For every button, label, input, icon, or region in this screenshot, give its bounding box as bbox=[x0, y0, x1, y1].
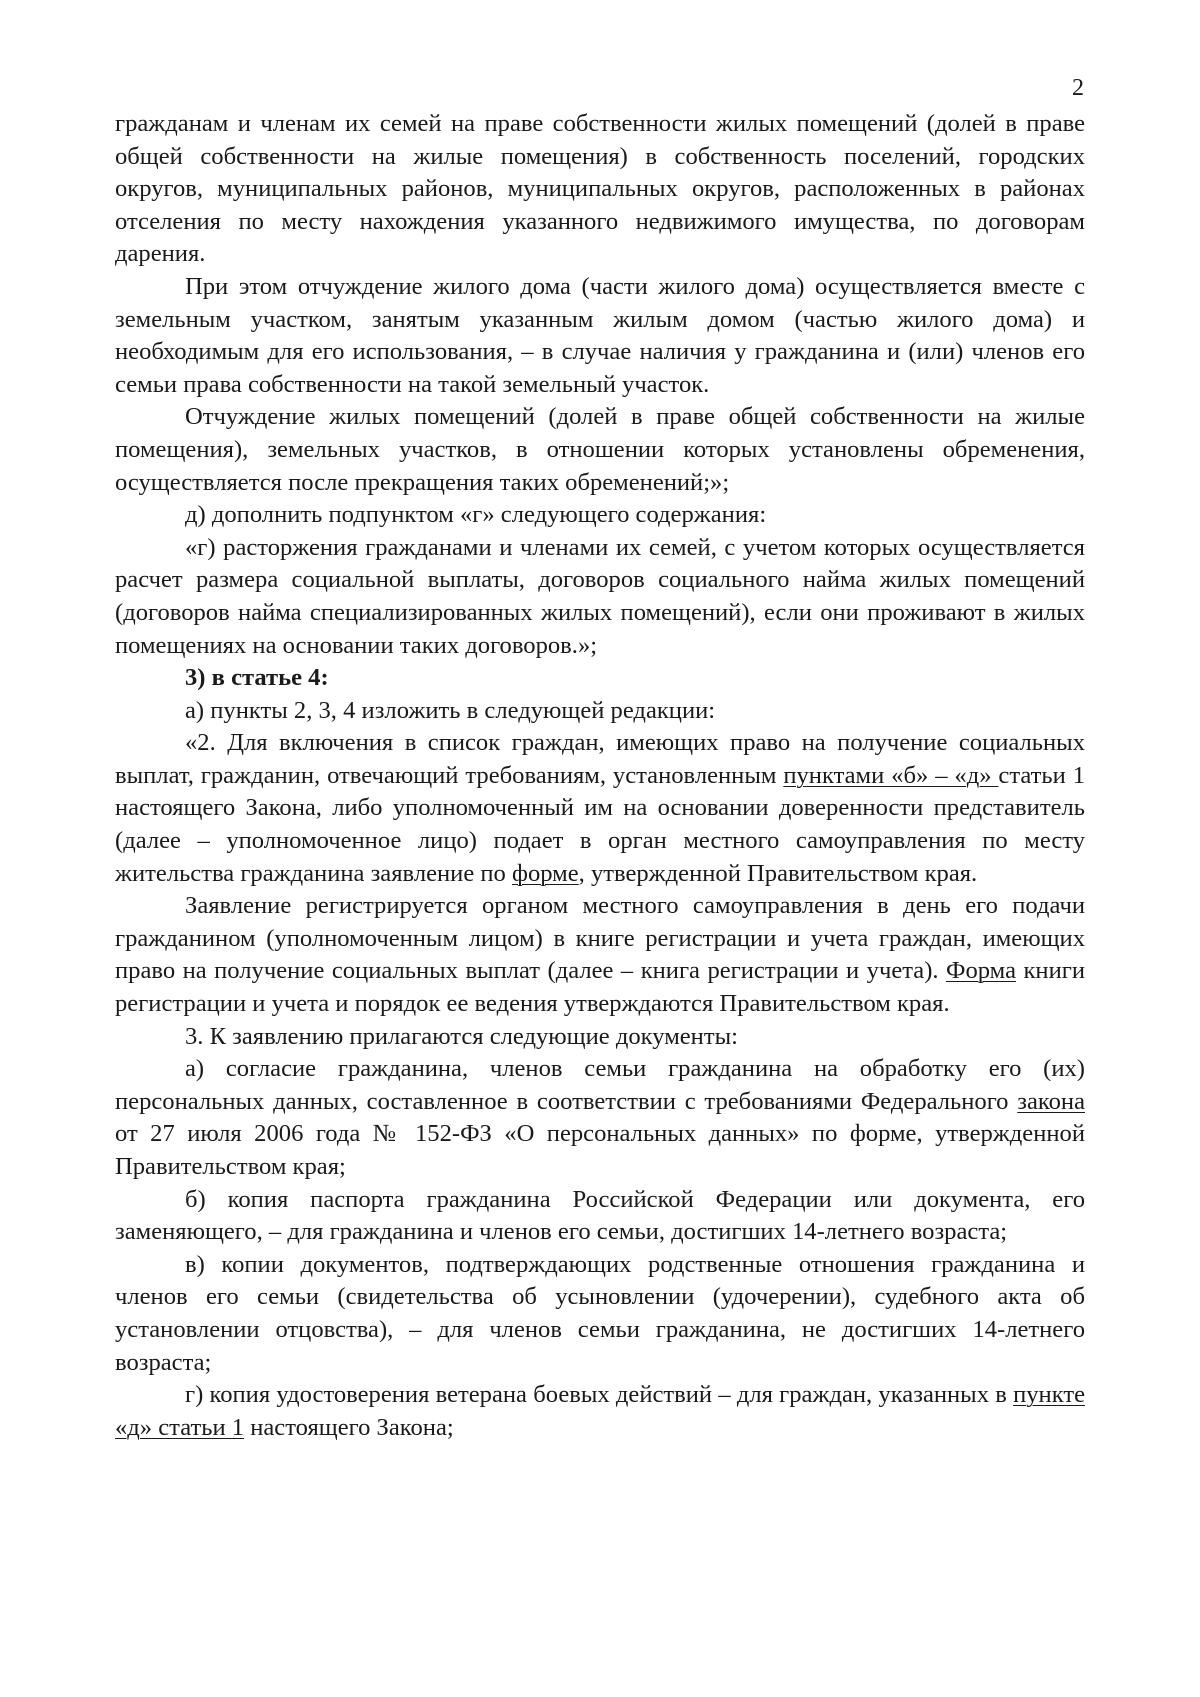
paragraph-9 bbox=[115, 890, 1085, 1020]
paragraph-text: книги регистрации и учета и порядок ее ведения утверждаются Правительством края. bbox=[115, 957, 1085, 1018]
reference-link[interactable]: форме bbox=[512, 859, 579, 887]
paragraph-text: гражданам и членам их семей на праве собственности жилых помещений (долей в праве общей собственности на жилые помещения) в собственность поселений, городских округов, муниципальных районов, муниципальных округов, расположенных в районах отселения по месту нахождения указанного недвижимого имущества, по договорам дарения. bbox=[115, 110, 1085, 268]
paragraph-2 bbox=[115, 271, 1085, 401]
paragraph-7 bbox=[115, 695, 1085, 728]
paragraph-14 bbox=[115, 1379, 1085, 1444]
paragraph-5 bbox=[115, 532, 1085, 662]
paragraph-10 bbox=[115, 1021, 1085, 1054]
paragraph-text: а) пункты 2, 3, 4 изложить в следующей редакции: bbox=[185, 696, 716, 724]
paragraph-8 bbox=[115, 727, 1085, 890]
paragraph-13 bbox=[115, 1249, 1085, 1379]
paragraph-text: г) копия удостоверения ветерана боевых действий – для граждан, указанных в bbox=[185, 1381, 1014, 1409]
paragraph-6 bbox=[115, 662, 1085, 695]
paragraph-text: от 27 июля 2006 года № 152-ФЗ «О персональных данных» по форме, утвержденной Правительством края; bbox=[115, 1120, 1085, 1180]
reference-link[interactable]: пункте «д» статьи 1 bbox=[115, 1381, 1085, 1441]
paragraph-text: Отчуждение жилых помещений (долей в праве общей собственности на жилые помещения), земельных участков, в отношении которых установлены обременения, осуществляется после прекращения таких обременений;»; bbox=[115, 403, 1085, 496]
document-body bbox=[115, 108, 1085, 1444]
paragraph-1 bbox=[115, 108, 1085, 271]
paragraph-text: При этом отчуждение жилого дома (части жилого дома) осуществляется вместе с земельным участком, занятым указанным жилым домом (частью жилого дома) и необходимым для его использования, – в случае наличия у гражданина и (или) членов его семьи права собственности на такой земельный участок. bbox=[115, 272, 1085, 398]
paragraph-text: 3. К заявлению прилагаются следующие документы: bbox=[185, 1022, 738, 1050]
paragraph-text: 3) в статье 4: bbox=[185, 664, 329, 692]
reference-link[interactable]: пунктами «б» – «д» bbox=[783, 761, 999, 789]
paragraph-text: статьи 1 настоящего Закона, либо уполномоченный им на основании доверенности представитель (далее – уполномоченное лицо) подает в орган местного самоуправления по месту жительства гражданина заявление по bbox=[115, 761, 1085, 887]
reference-link[interactable]: Форма bbox=[946, 957, 1016, 985]
paragraph-text: Заявление регистрируется органом местного самоуправления в день его подачи гражданином (уполномоченным лицом) в книге регистрации и учета граждан, имеющих право на получение социальных выплат (далее – книга регистрации и учета). bbox=[115, 892, 1085, 985]
paragraph-text: настоящего Закона; bbox=[244, 1413, 454, 1441]
page-number: 2 bbox=[1072, 75, 1084, 101]
paragraph-4 bbox=[115, 499, 1085, 532]
paragraph-text: «г) расторжения гражданами и членами их семей, с учетом которых осуществляется расчет размера социальной выплаты, договоров социального найма жилых помещений (договоров найма специализированных жилых помещений), если они проживают в жилых помещениях на основании таких договоров.»; bbox=[115, 533, 1085, 659]
paragraph-3 bbox=[115, 401, 1085, 499]
paragraph-text: «2. Для включения в список граждан, имеющих право на получение социальных выплат, гражданин, отвечающий требованиям, установленным bbox=[115, 729, 1085, 789]
reference-link[interactable]: закона bbox=[1017, 1087, 1085, 1115]
paragraph-text: , утвержденной Правительством края. bbox=[578, 859, 978, 887]
paragraph-text: д) дополнить подпунктом «г» следующего содержания: bbox=[185, 501, 767, 529]
paragraph-text: а) согласие гражданина, членов семьи гражданина на обработку его (их) персональных данных, составленное в соответствии с требованиями Федерального bbox=[115, 1055, 1085, 1115]
paragraph-12 bbox=[115, 1184, 1085, 1249]
paragraph-11 bbox=[115, 1053, 1085, 1183]
paragraph-text: б) копия паспорта гражданина Российской Федерации или документа, его заменяющего, – для гражданина и членов его семьи, достигших 14-летнего возраста; bbox=[115, 1185, 1085, 1246]
paragraph-text: в) копии документов, подтверждающих родственные отношения гражданина и членов его семьи (свидетельства об усыновлении (удочерении), судебного акта об установлении отцовства), – для членов семьи гражданина, не достигших 14-летнего возраста; bbox=[115, 1250, 1085, 1376]
